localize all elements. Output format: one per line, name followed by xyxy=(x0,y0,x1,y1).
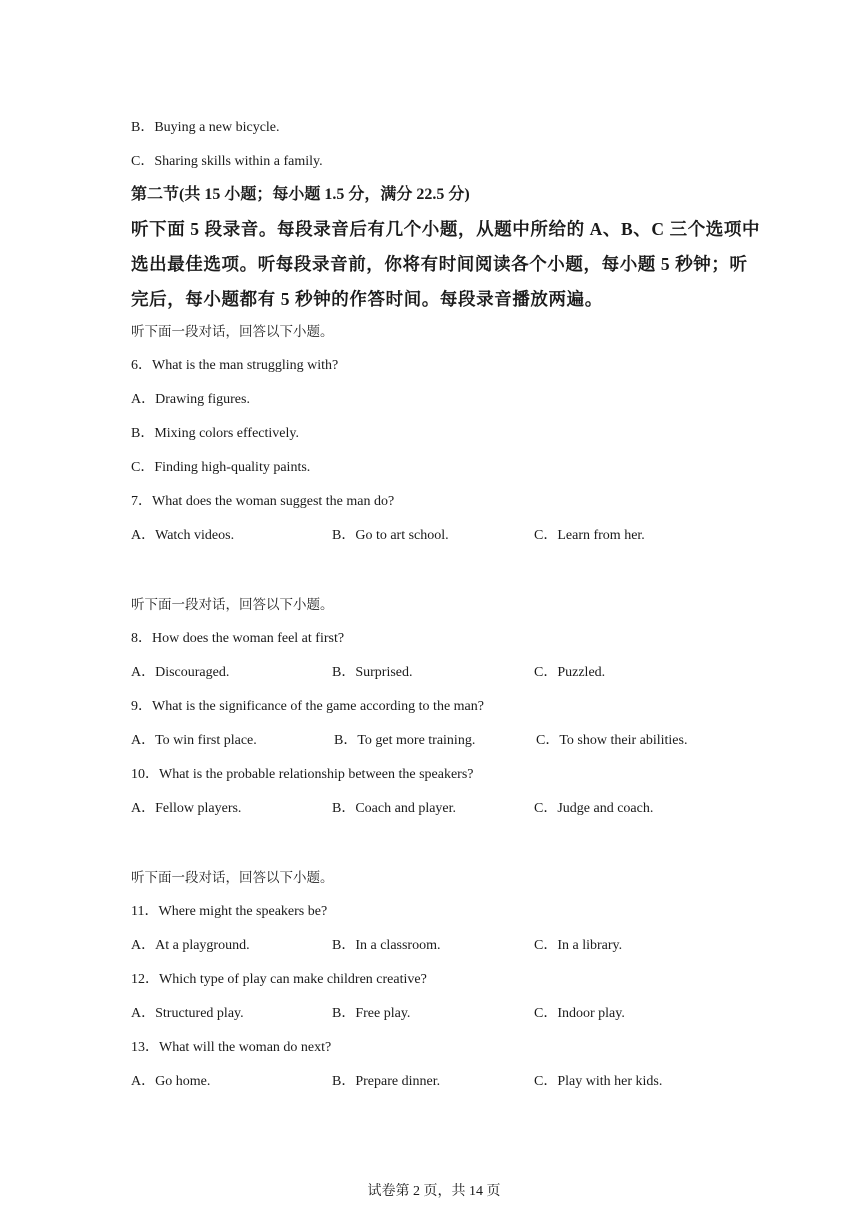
question-13-option-b: B．Prepare dinner. xyxy=(332,1074,441,1089)
dialogue-intro-3: 听下面一段对话，回答以下小题。 xyxy=(131,870,334,885)
question-13-option-a: A．Go home. xyxy=(131,1074,211,1089)
instruction-line-2: 选出最佳选项。听每段录音前，你将有时间阅读各个小题，每小题 5 秒钟；听 xyxy=(131,254,748,274)
question-9-stem: 9．What is the significance of the game according to the man? xyxy=(131,699,484,714)
instruction-line-3: 完后，每小题都有 5 秒钟的作答时间。每段录音播放两遍。 xyxy=(131,289,603,309)
question-6-option-b: B．Mixing colors effectively. xyxy=(131,426,299,441)
question-9-option-b: B．To get more training. xyxy=(334,733,476,748)
question-10-option-a: A．Fellow players. xyxy=(131,801,242,816)
question-8-option-a: A．Discouraged. xyxy=(131,665,230,680)
instruction-line-1: 听下面 5 段录音。每段录音后有几个小题，从题中所给的 A、B、C 三个选项中 xyxy=(131,219,761,239)
question-11-stem: 11．Where might the speakers be? xyxy=(131,904,328,919)
question-7-stem: 7．What does the woman suggest the man do? xyxy=(131,494,395,509)
question-12-option-c: C．Indoor play. xyxy=(534,1006,625,1021)
question-10-option-b: B．Coach and player. xyxy=(332,801,457,816)
question-6-option-a: A．Drawing figures. xyxy=(131,392,250,407)
question-11-option-a: A．At a playground. xyxy=(131,938,250,953)
question-7-option-c: C．Learn from her. xyxy=(534,528,645,543)
question-12-stem: 12．Which type of play can make children creative? xyxy=(131,972,427,987)
question-13-option-c: C．Play with her kids. xyxy=(534,1074,663,1089)
question-11-option-c: C．In a library. xyxy=(534,938,623,953)
question-7-option-a: A．Watch videos. xyxy=(131,528,235,543)
question-6-stem: 6．What is the man struggling with? xyxy=(131,358,339,373)
question-7-option-b: B．Go to art school. xyxy=(332,528,449,543)
question-9-option-a: A．To win first place. xyxy=(131,733,257,748)
dialogue-intro-1: 听下面一段对话，回答以下小题。 xyxy=(131,324,334,339)
question-12-option-b: B．Free play. xyxy=(332,1006,411,1021)
question-10-option-c: C．Judge and coach. xyxy=(534,801,654,816)
page-footer: 试卷第 2 页，共 14 页 xyxy=(367,1184,501,1199)
dialogue-intro-2: 听下面一段对话，回答以下小题。 xyxy=(131,597,334,612)
question-8-option-c: C．Puzzled. xyxy=(534,665,606,680)
question-11-option-b: B．In a classroom. xyxy=(332,938,441,953)
question-12-option-a: A．Structured play. xyxy=(131,1006,244,1021)
option-b-prev: B．Buying a new bicycle. xyxy=(131,120,280,135)
question-8-option-b: B．Surprised. xyxy=(332,665,413,680)
question-9-option-c: C．To show their abilities. xyxy=(536,733,688,748)
question-6-option-c: C．Finding high-quality paints. xyxy=(131,460,311,475)
question-10-stem: 10．What is the probable relationship between the speakers? xyxy=(131,767,474,782)
question-8-stem: 8．How does the woman feel at first? xyxy=(131,631,345,646)
section-heading: 第二节(共 15 小题；每小题 1.5 分，满分 22.5 分) xyxy=(131,186,470,203)
option-c-prev: C．Sharing skills within a family. xyxy=(131,154,323,169)
question-13-stem: 13．What will the woman do next? xyxy=(131,1040,332,1055)
